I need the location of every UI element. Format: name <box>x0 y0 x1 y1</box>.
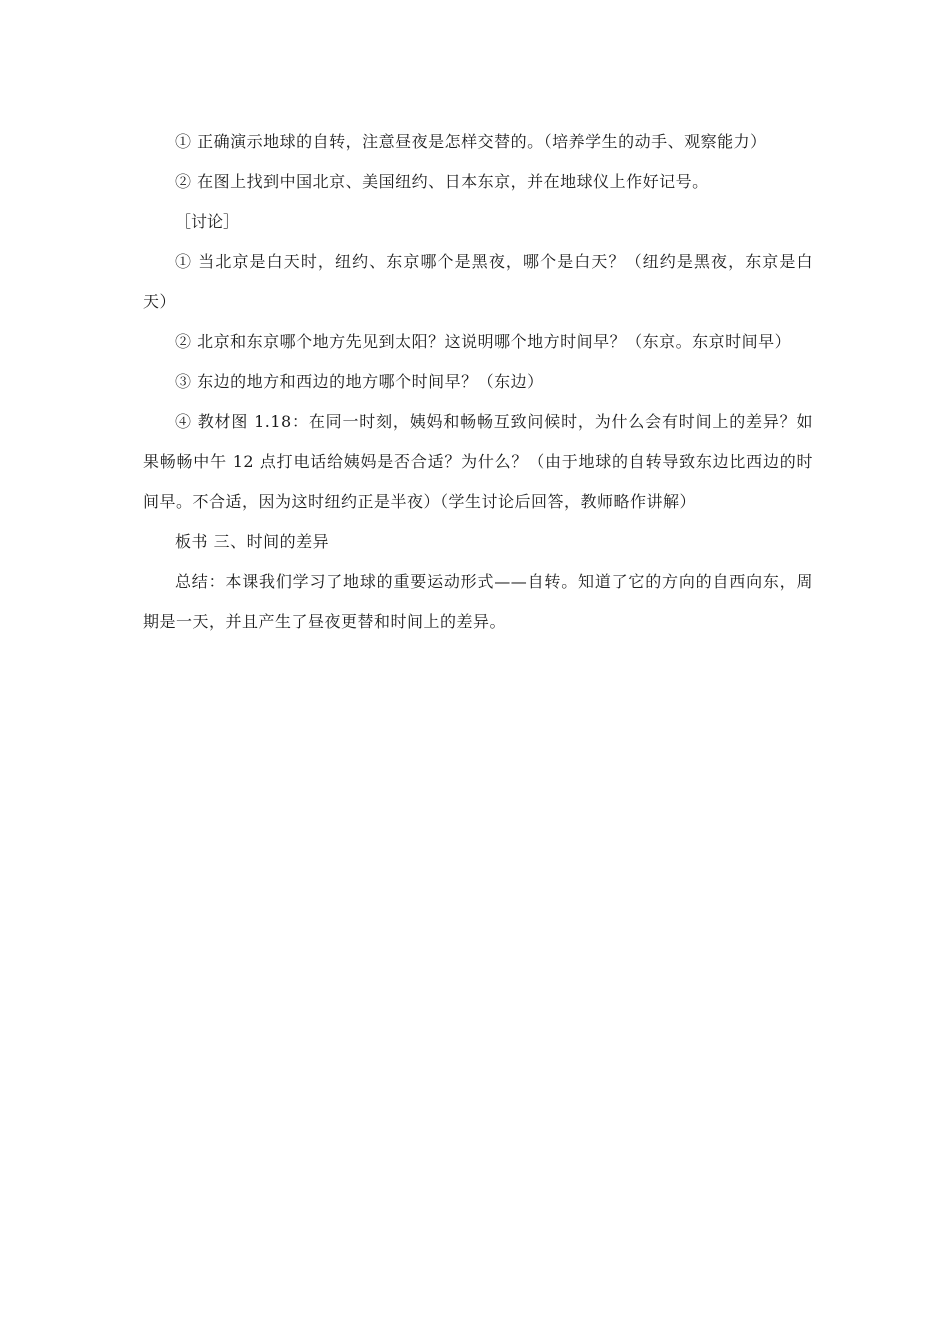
discussion-question-1: ① 当北京是白天时，纽约、东京哪个是黑夜，哪个是白天？（纽约是黑夜，东京是白天） <box>143 252 813 311</box>
activity-step-2: ② 在图上找到中国北京、美国纽约、日本东京，并在地球仪上作好记号。 <box>175 172 709 191</box>
document-body <box>143 122 813 642</box>
discussion-heading: ［讨论］ <box>175 212 240 231</box>
activity-step-1: ① 正确演示地球的自转，注意昼夜是怎样交替的。（培养学生的动手、观察能力） <box>175 132 767 151</box>
summary-paragraph: 总结：本课我们学习了地球的重要运动形式——自转。知道了它的方向的自西向东，周期是一天，并且产生了昼夜更替和时间上的差异。 <box>143 572 813 631</box>
discussion-question-3: ③ 东边的地方和西边的地方哪个时间早？（东边） <box>175 372 544 391</box>
discussion-question-2: ② 北京和东京哪个地方先见到太阳？这说明哪个地方时间早？（东京。东京时间早） <box>175 332 792 351</box>
blackboard-note: 板书 三、时间的差异 <box>175 532 330 551</box>
discussion-question-4: ④ 教材图 1.18：在同一时刻，姨妈和畅畅互致问候时，为什么会有时间上的差异？如果畅畅中午 12 点打电话给姨妈是否合适？为什么？（由于地球的自转导致东边比西边的时间早。不合适，因为这时纽约正是半夜）（学生讨论后回答，教师略作讲解） <box>143 412 813 511</box>
